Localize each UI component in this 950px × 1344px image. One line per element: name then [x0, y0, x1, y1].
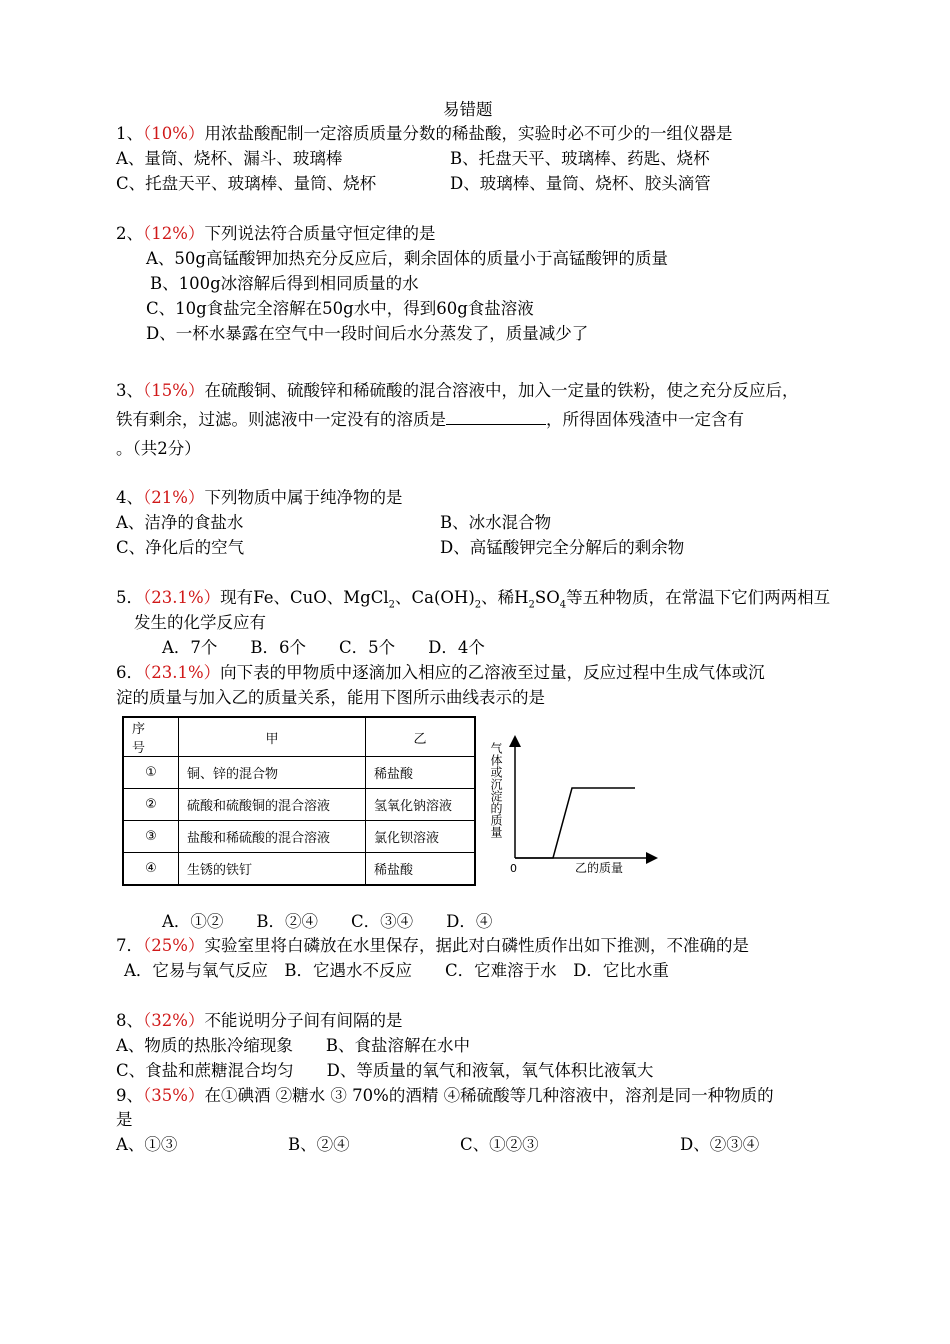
- q8-number: 8、: [116, 1011, 143, 1030]
- q9-error-rate: （35%）: [143, 1086, 205, 1105]
- q3-line-3: 。（共2分）: [116, 439, 201, 458]
- table-cell: 稀盐酸: [366, 757, 476, 789]
- q3-number: 3、: [116, 381, 143, 400]
- question-1-stem: [116, 122, 732, 146]
- q2-number: 2、: [116, 224, 143, 243]
- q3-line-2: [116, 408, 744, 432]
- q2-option-b: B、100g冰溶解后得到相同质量的水: [150, 274, 419, 293]
- table-row: [123, 821, 475, 853]
- q5-text-a: 现有Fe、CuO、MgCl: [220, 588, 389, 607]
- table-row: [123, 757, 475, 789]
- q5-text-b: 、Ca(OH): [395, 588, 475, 607]
- table-header: 甲: [179, 717, 366, 757]
- q4-option-a: A、洁净的食盐水: [116, 513, 244, 532]
- table-cell: ①: [123, 757, 179, 789]
- q9-option-b: B、②④: [288, 1135, 350, 1154]
- q5-error-rate: （23.1%）: [143, 588, 221, 607]
- q2-text: 下列说法符合质量守恒定律的是: [204, 224, 436, 243]
- q9-line-2: 是: [116, 1110, 133, 1129]
- q2-option-c: C、10g食盐完全溶解在50g水中，得到60g食盐溶液: [146, 299, 534, 318]
- q9-option-a: A、①③: [116, 1135, 178, 1154]
- table-cell: ②: [123, 789, 179, 821]
- q1-text: 用浓盐酸配制一定溶质质量分数的稀盐酸，实验时必不可少的一组仪器是: [204, 124, 733, 143]
- q5-sub-3: 2: [528, 599, 535, 611]
- table-header: 乙: [366, 717, 476, 757]
- q3-text-2a: 铁有剩余，过滤。则滤液中一定没有的溶质是: [116, 410, 446, 429]
- table-row: [123, 789, 475, 821]
- q8-error-rate: （32%）: [143, 1011, 205, 1030]
- q3-text-1: 在硫酸铜、硫酸锌和稀硫酸的混合溶液中，加入一定量的铁粉，使之充分反应后，: [204, 381, 799, 400]
- reaction-table: [122, 716, 476, 886]
- q4-option-d: D、高锰酸钾完全分解后的剩余物: [440, 538, 685, 557]
- q1-error-rate: （10%）: [143, 124, 205, 143]
- q7-options: A．它易与氧气反应 B．它遇水不反应 C．它难溶于水 D．它比水重: [124, 961, 669, 980]
- y-axis-label: 气体或沉淀的质量: [489, 742, 503, 838]
- q9-option-c: C、①②③: [460, 1135, 539, 1154]
- page-title: 易错题: [443, 100, 493, 119]
- q9-option-d: D、②③④: [680, 1135, 760, 1154]
- q5-sub-1: 2: [388, 599, 395, 611]
- q4-option-b: B、冰水混合物: [440, 513, 552, 532]
- q1-number: 1、: [116, 124, 143, 143]
- q4-text: 下列物质中属于纯净物的是: [204, 488, 403, 507]
- answer-blank[interactable]: [446, 410, 546, 425]
- curve-line: [515, 788, 635, 858]
- q6-error-rate: （23.1%）: [143, 663, 221, 682]
- q5-text-d: SO: [534, 588, 560, 607]
- question-2-stem: [116, 222, 435, 246]
- question-8-stem: [116, 1009, 402, 1033]
- q4-number: 4、: [116, 488, 143, 507]
- question-3-stem: [116, 379, 798, 403]
- q9-number: 9、: [116, 1086, 143, 1105]
- table-cell: 稀盐酸: [366, 853, 476, 886]
- q4-option-c: C、净化后的空气: [116, 538, 245, 557]
- q5-sub-4: 4: [559, 599, 567, 611]
- q1-option-a: A、量筒、烧杯、漏斗、玻璃棒: [116, 149, 343, 168]
- q8-options-ab: A、物质的热胀冷缩现象 B、食盐溶解在水中: [116, 1036, 471, 1055]
- q9-text-1: 在①碘酒 ②糖水 ③ 70%的酒精 ④稀硫酸等几种溶液中，溶剂是同一种物质的: [204, 1086, 774, 1105]
- question-9-stem: [116, 1084, 774, 1108]
- table-cell: ③: [123, 821, 179, 853]
- q7-error-rate: （25%）: [143, 936, 205, 955]
- q5-number: 5．: [116, 588, 143, 607]
- table-cell: 氢氧化钠溶液: [366, 789, 476, 821]
- q3-text-2b: ，所得固体残渣中一定含有: [546, 410, 744, 429]
- table-cell: ④: [123, 853, 179, 886]
- q1-option-c: C、托盘天平、玻璃棒、量筒、烧杯: [116, 174, 377, 193]
- q2-option-d: D、一杯水暴露在空气中一段时间后水分蒸发了，质量减少了: [146, 324, 589, 343]
- q8-text: 不能说明分子间有间隔的是: [204, 1011, 403, 1030]
- question-4-stem: [116, 486, 402, 510]
- q1-option-d: D、玻璃棒、量筒、烧杯、胶头滴管: [450, 174, 711, 193]
- question-6-stem: [116, 661, 765, 685]
- table-cell: 铜、锌的混合物: [179, 757, 366, 789]
- origin-label: 0: [510, 862, 517, 875]
- q6-line-2: 淀的质量与加入乙的质量关系，能用下图所示曲线表示的是: [116, 688, 545, 707]
- table-cell: 氯化钡溶液: [366, 821, 476, 853]
- x-axis-label: 乙的质量: [575, 861, 624, 875]
- q5-sub-2: 2: [474, 599, 482, 611]
- q6-options: A．①② B．②④ C．③④ D．④: [162, 912, 493, 931]
- q2-option-a: A、50g高锰酸钾加热充分反应后，剩余固体的质量小于高锰酸钾的质量: [146, 249, 668, 268]
- q5-text-e: 等五种物质，在常温下它们两两相互: [566, 588, 831, 607]
- table-cell: 盐酸和稀硫酸的混合溶液: [179, 821, 366, 853]
- table-row: [123, 853, 475, 886]
- q4-error-rate: （21%）: [143, 488, 205, 507]
- table-cell: 硫酸和硫酸铜的混合溶液: [179, 789, 366, 821]
- q6-text-1: 向下表的甲物质中逐滴加入相应的乙溶液至过量，反应过程中生成气体或沉: [220, 663, 765, 682]
- q3-error-rate: （15%）: [143, 381, 205, 400]
- table-header: 序 号: [123, 717, 179, 757]
- table-header-row: [123, 717, 475, 757]
- q2-error-rate: （12%）: [143, 224, 205, 243]
- q7-number: 7．: [116, 936, 143, 955]
- q6-number: 6．: [116, 663, 143, 682]
- table-cell: 生锈的铁钉: [179, 853, 366, 886]
- q8-options-cd: C、食盐和蔗糖混合均匀 D、等质量的氧气和液氧，氧气体积比液氧大: [116, 1061, 654, 1080]
- q7-text: 实验室里将白磷放在水里保存，据此对白磷性质作出如下推测，不准确的是: [204, 936, 749, 955]
- mass-curve-graph: [480, 730, 660, 880]
- question-7-stem: [116, 934, 749, 958]
- q5-options: A．7个 B．6个 C．5个 D．4个: [162, 638, 485, 657]
- q5-text-c: 、稀H: [481, 588, 529, 607]
- q1-option-b: B、托盘天平、玻璃棒、药匙、烧杯: [450, 149, 710, 168]
- q5-line-2: 发生的化学反应有: [134, 613, 266, 632]
